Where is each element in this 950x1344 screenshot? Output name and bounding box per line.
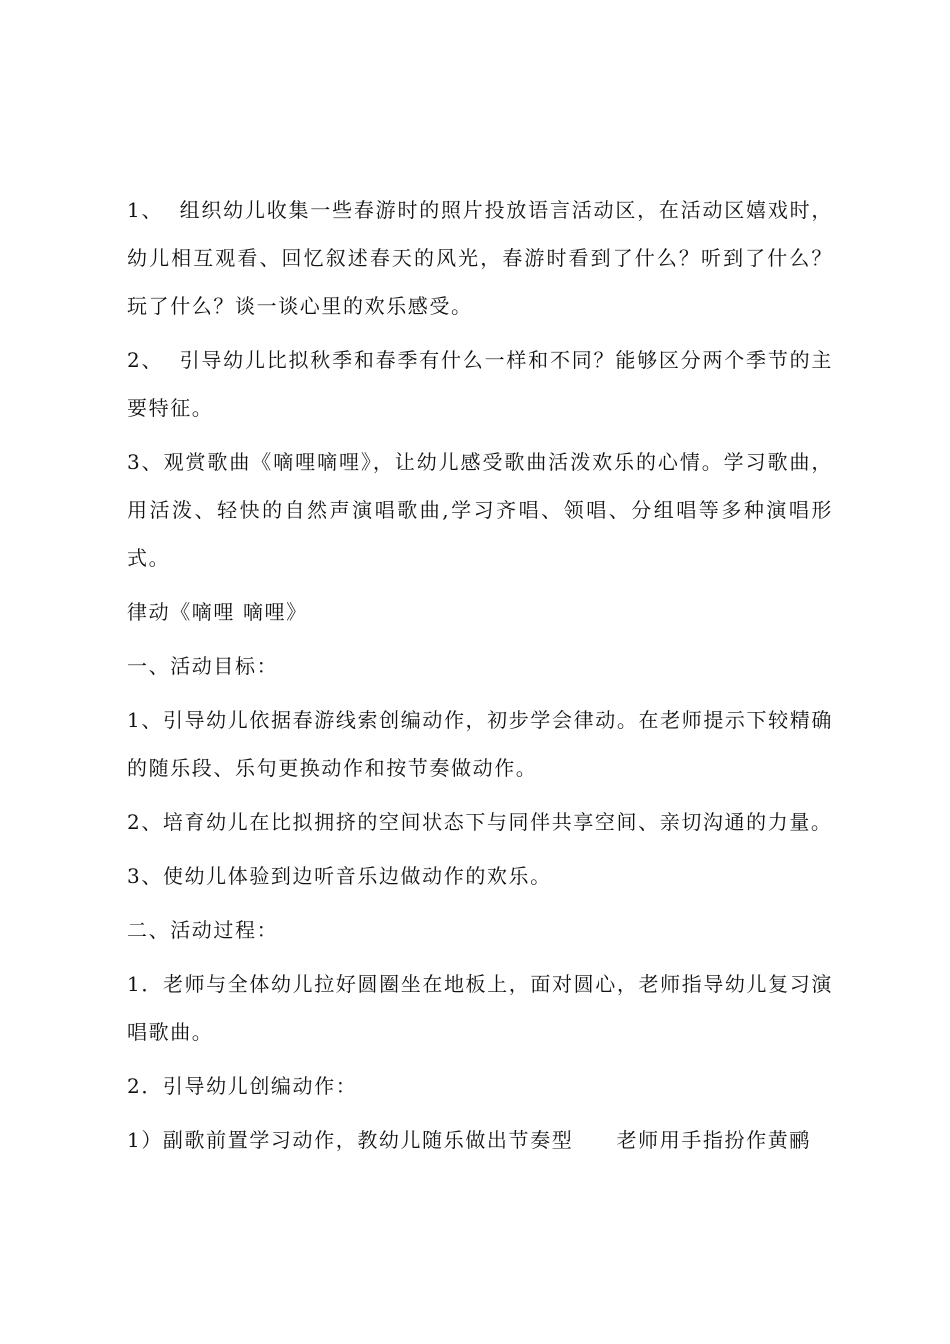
- document-body: [127, 186, 833, 1170]
- heading-goals: 一、活动目标：: [127, 654, 279, 678]
- paragraph-prep-3: 3、观赏歌曲《嘀哩嘀哩》，让幼儿感受歌曲活泼欢乐的心情。学习歌曲，用活泼、轻快的自然声演唱歌曲,学习齐唱、领唱、分组唱等多种演唱形式。: [127, 450, 833, 570]
- paragraph-prep-1: 1、 组织幼儿收集一些春游时的照片投放语言活动区，在活动区嬉戏时，幼儿相互观看、回忆叙述春天的风光，春游时看到了什么？听到了什么？玩了什么？谈一谈心里的欢乐感受。: [127, 198, 833, 318]
- goal-2: 2、培育幼儿在比拟拥挤的空间状态下与同伴共享空间、亲切沟通的力量。: [127, 810, 833, 834]
- heading-process: 二、活动过程：: [127, 918, 279, 942]
- goal-3: 3、使幼儿体验到边听音乐边做动作的欢乐。: [127, 864, 552, 888]
- process-substep-1: 1）副歌前置学习动作，教幼儿随乐做出节奏型 老师用手指扮作黄鹂: [127, 1128, 811, 1152]
- process-step-2: 2．引导幼儿创编动作：: [127, 1074, 358, 1098]
- process-step-1: 1．老师与全体幼儿拉好圆圈坐在地板上，面对圆心，老师指导幼儿复习演唱歌曲。: [127, 972, 833, 1044]
- goal-1: 1、引导幼儿依据春游线索创编动作，初步学会律动。在老师提示下较精确的随乐段、乐句更换动作和按节奏做动作。: [127, 708, 833, 780]
- section-title: 律动《嘀哩 嘀哩》: [127, 600, 308, 624]
- paragraph-prep-2: 2、 引导幼儿比拟秋季和春季有什么一样和不同？能够区分两个季节的主要特征。: [127, 348, 833, 420]
